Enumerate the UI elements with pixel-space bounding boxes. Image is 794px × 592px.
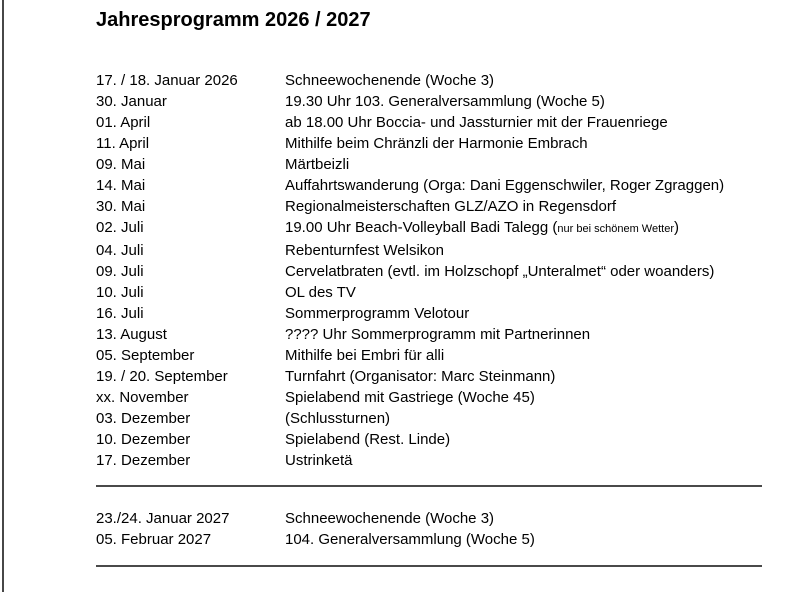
section-divider-bottom bbox=[96, 565, 762, 567]
schedule-row bbox=[96, 366, 776, 387]
event-description bbox=[285, 529, 776, 550]
event-date: 01. April bbox=[96, 114, 151, 131]
event-date: 05. September bbox=[96, 347, 195, 364]
event-description bbox=[285, 324, 776, 345]
event-description-text: Ustrinketä bbox=[285, 452, 353, 469]
schedule-row bbox=[96, 282, 776, 303]
schedule-row bbox=[96, 70, 776, 91]
schedule-row bbox=[96, 240, 776, 261]
event-description bbox=[285, 70, 776, 91]
event-description bbox=[285, 196, 776, 217]
event-date: 19. / 20. September bbox=[96, 368, 228, 385]
event-description-text: Regionalmeisterschaften GLZ/AZO in Regensdorf bbox=[285, 198, 616, 215]
event-date: 17. / 18. Januar 2026 bbox=[96, 72, 238, 89]
page-left-edge bbox=[2, 0, 4, 592]
event-description-text: Schneewochenende (Woche 3) bbox=[285, 510, 495, 527]
event-description-text: (Schlussturnen) bbox=[285, 410, 391, 427]
event-description bbox=[285, 408, 776, 429]
event-description bbox=[285, 303, 776, 324]
event-description-text: Spielabend (Rest. Linde) bbox=[285, 431, 451, 448]
section-divider-top bbox=[96, 485, 762, 487]
event-description bbox=[285, 450, 776, 471]
event-date: 09. Mai bbox=[96, 156, 146, 173]
event-date: 13. August bbox=[96, 326, 167, 343]
event-description bbox=[285, 387, 776, 408]
event-description bbox=[285, 91, 776, 112]
schedule-row bbox=[96, 175, 776, 196]
event-description bbox=[285, 366, 776, 387]
schedule-row bbox=[96, 112, 776, 133]
event-description-note: nur bei schönem Wetter bbox=[557, 223, 674, 235]
event-date: 14. Mai bbox=[96, 177, 146, 194]
event-description bbox=[285, 508, 776, 529]
event-description-text: 104. Generalversammlung (Woche 5) bbox=[285, 531, 535, 548]
event-description bbox=[285, 112, 776, 133]
event-description-text: Mithilfe beim Chränzli der Harmonie Embrach bbox=[285, 135, 588, 152]
event-description-text: Sommerprogramm Velotour bbox=[285, 305, 470, 322]
event-description bbox=[285, 429, 776, 450]
schedule-row bbox=[96, 91, 776, 112]
event-date: 02. Juli bbox=[96, 219, 144, 236]
schedule-row bbox=[96, 387, 776, 408]
schedule-row bbox=[96, 154, 776, 175]
event-description bbox=[285, 133, 776, 154]
schedule-row bbox=[96, 508, 776, 529]
event-date: 10. Dezember bbox=[96, 431, 191, 448]
event-date: 23./24. Januar 2027 bbox=[96, 510, 230, 527]
event-description-text: Spielabend mit Gastriege (Woche 45) bbox=[285, 389, 535, 406]
event-date: xx. November bbox=[96, 389, 189, 406]
event-description-text: ab 18.00 Uhr Boccia- und Jassturnier mit der Frauenriege bbox=[285, 114, 668, 131]
event-description bbox=[285, 217, 776, 240]
schedule-row bbox=[96, 261, 776, 282]
event-description bbox=[285, 345, 776, 366]
event-description-text: Mithilfe bei Embri für alli bbox=[285, 347, 445, 364]
event-description-text: ) bbox=[673, 219, 679, 236]
schedule-row bbox=[96, 217, 776, 240]
event-description-text: 19.30 Uhr 103. Generalversammlung (Woche 5) bbox=[285, 93, 605, 110]
schedule-row bbox=[96, 324, 776, 345]
event-description bbox=[285, 240, 776, 261]
event-date: 10. Juli bbox=[96, 284, 144, 301]
event-description-text: Rebenturnfest Welsikon bbox=[285, 242, 444, 259]
event-description-text: Turnfahrt (Organisator: Marc Steinmann) bbox=[285, 368, 556, 385]
schedule-row bbox=[96, 303, 776, 324]
event-date: 09. Juli bbox=[96, 263, 144, 280]
event-description-text: Cervelatbraten (evtl. im Holzschopf „Unteralmet“ oder woanders) bbox=[285, 263, 715, 280]
schedule-section-2026 bbox=[96, 70, 776, 471]
event-description bbox=[285, 154, 776, 175]
schedule-row bbox=[96, 196, 776, 217]
schedule-row bbox=[96, 408, 776, 429]
schedule-row bbox=[96, 529, 776, 550]
event-description bbox=[285, 261, 776, 282]
event-description-text: OL des TV bbox=[285, 284, 356, 301]
event-date: 04. Juli bbox=[96, 242, 144, 259]
event-description-text: 19.00 Uhr Beach-Volleyball Badi Talegg ( bbox=[285, 219, 558, 236]
event-date: 05. Februar 2027 bbox=[96, 531, 212, 548]
event-description-text: Märtbeizli bbox=[285, 156, 350, 173]
event-date: 30. Mai bbox=[96, 198, 146, 215]
event-description bbox=[285, 175, 776, 196]
event-date: 03. Dezember bbox=[96, 410, 191, 427]
event-date: 16. Juli bbox=[96, 305, 144, 322]
event-description-text: Auffahrtswanderung (Orga: Dani Eggenschwiler, Roger Zgraggen) bbox=[285, 177, 725, 194]
schedule-row bbox=[96, 429, 776, 450]
event-description-text: Schneewochenende (Woche 3) bbox=[285, 72, 495, 89]
schedule-row bbox=[96, 345, 776, 366]
page-title: Jahresprogramm 2026 / 2027 bbox=[96, 9, 371, 31]
schedule-row bbox=[96, 450, 776, 471]
schedule-section-2027 bbox=[96, 508, 776, 550]
event-date: 11. April bbox=[96, 135, 150, 152]
event-date: 30. Januar bbox=[96, 93, 167, 110]
event-description-text: ???? Uhr Sommerprogramm mit Partnerinnen bbox=[285, 326, 591, 343]
schedule-row bbox=[96, 133, 776, 154]
event-date: 17. Dezember bbox=[96, 452, 191, 469]
event-description bbox=[285, 282, 776, 303]
